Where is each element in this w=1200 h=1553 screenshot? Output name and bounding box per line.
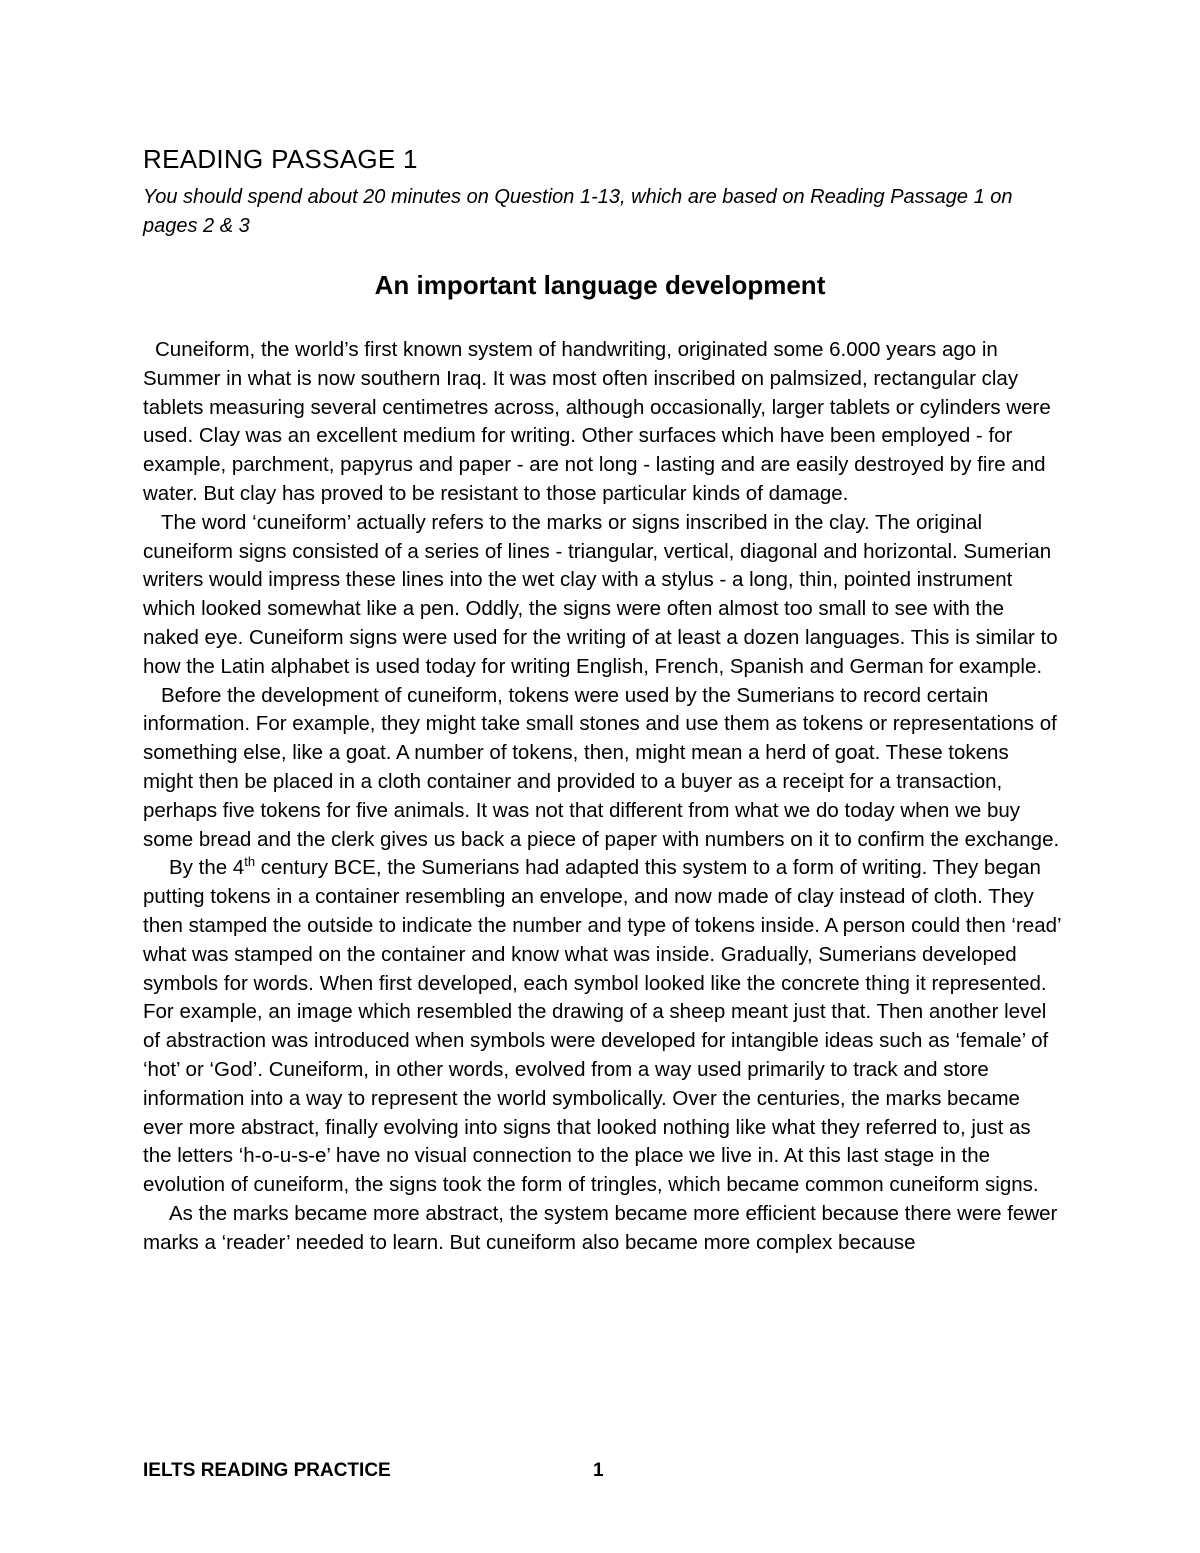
passage-body [143,336,1063,1258]
paragraph-4 [143,854,1063,1056]
page-number: 1 [593,1460,604,1481]
passage-title: An important language development [374,270,826,300]
instructions-text: You should spend about 20 minutes on Question 1-13, which are based on Reading Passage 1 on pages 2 & 3 [143,186,1013,237]
paragraph-1: Cuneiform, the world’s first known system of handwriting, originated some 6.000 years ago in Summer in what is now southern Iraq. It was most often inscribed on palmsized, rectangular clay tablets measuring several centimetres across, although occasionally, larger tablets or cylinders were used. Clay was an excellent medium for writing. Other surfaces which have been employed - for example, parchment, papyrus and paper - are not long - lasting and are easily destroyed by fire and water. But clay has proved to be resistant to those particular kinds of damage. [143,338,1051,505]
paragraph-5: ‘hot’ or ‘God’. Cuneiform, in other words, evolved from a way used primarily to track and store information into a way to represent the world symbolically. Over the centuries, the marks became ever more abstract, finally evolving into signs that looked nothing like what they referred to, just as the letters ‘h-o-u-s-e’ have no visual connection to the place we live in. At this last stage in the evolution of cuneiform, the signs took the form of tringles, which became common cuneiform signs. [143,1057,1039,1197]
paragraph-6: As the marks became more abstract, the system became more efficient because there were fewer marks a ‘reader’ needed to learn. But cuneiform also became more complex because [143,1201,1058,1254]
footer-label: IELTS READING PRACTICE [143,1460,391,1481]
paragraph-3: Before the development of cuneiform, tokens were used by the Sumerians to record certain information. For example, they might take small stones and use them as tokens or representations of something else, like a goat. A number of tokens, then, might mean a herd of goat. These tokens might then be placed in a cloth container and provided to a buyer as a receipt for a transaction, perhaps five tokens for five animals. It was not that different from what we do today when we buy some bread and the clerk gives us back a piece of paper with numbers on it to confirm the exchange. [143,683,1060,851]
paragraph-4-rest: century BCE, the Sumerians had adapted this system to a form of writing. They began putting tokens in a container resembling an envelope, and now made of clay instead of cloth. They then stamped the outside to indicate the number and type of tokens inside. A person could then ‘read’ what was stamped on the container and know what was inside. Gradually, Sumerians developed symbols for words. When first developed, each symbol looked like the concrete thing it represented. For example, an image which resembled the drawing of a sheep meant just that. Then another level of abstraction was introduced when symbols were developed for intangible ideas such as ‘female’ of [143,856,1061,1053]
paragraph-2: The word ‘cuneiform’ actually refers to the marks or signs inscribed in the clay. The original cuneiform signs consisted of a series of lines - triangular, vertical, diagonal and horizontal. Sumerian writers would impress these lines into the wet clay with a stylus - a long, thin, pointed instrument which looked somewhat like a pen. Oddly, the signs were often almost too small to see with the naked eye. Cuneiform signs were used for the writing of at least a dozen languages. This is similar to how the Latin alphabet is used today for writing English, French, Spanish and German for example. [143,510,1058,678]
ordinal-superscript: th [244,854,256,870]
paragraph-4-start: By the 4 [169,856,245,880]
section-heading: READING PASSAGE 1 [143,144,418,174]
